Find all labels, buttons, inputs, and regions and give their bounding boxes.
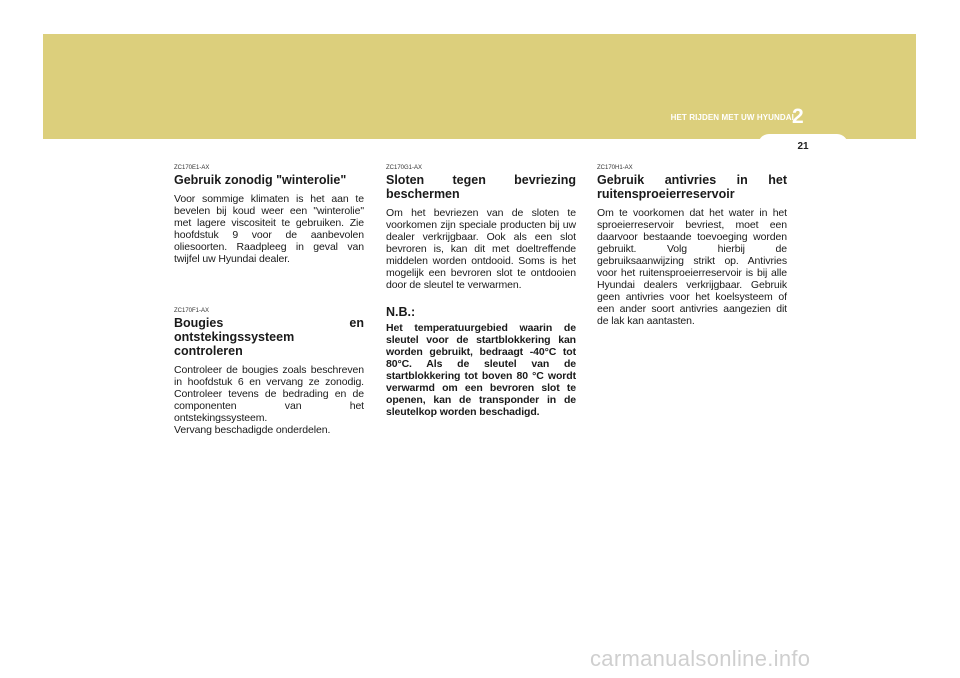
header-band xyxy=(43,34,916,139)
section-code: ZC170E1-AX xyxy=(174,165,210,171)
section-heading: Sloten tegen bevriezing beschermen xyxy=(386,173,576,201)
chapter-number: 2 xyxy=(792,105,804,128)
section-body: Controleer de bougies zoals beschreven in hoofdstuk 6 en vervang ze zonodig. Controleer tevens de bedrading en de componenten van het ontstekingssysteem. Vervang beschadigde onderdelen. xyxy=(174,364,364,436)
section-code: ZC170H1-AX xyxy=(597,165,633,171)
note-body: Het temperatuurgebied waarin de sleutel voor de startblokkering kan worden gebruikt, bedraagt -40°C tot 80°C. Als de sleutel van de startblokkering tot boven 80 °C wordt verwarmd om een bevroren slot te openen, kan de transponder in de sleutelkop worden beschadigd. xyxy=(386,322,576,418)
section-body: Om het bevriezen van de sloten te voorkomen zijn speciale producten bij uw dealer verkrijgbaar. Ook als een slot bevroren is, kan dit met doeltreffende middelen worden ontdooid. Soms is het mogelijk een bevroren slot te ontdooien door de sleutel te verwarmen. xyxy=(386,207,576,291)
section-code: ZC170G1-AX xyxy=(386,165,423,171)
column-right xyxy=(597,164,787,327)
page-number: 21 xyxy=(797,141,809,152)
section-body: Voor sommige klimaten is het aan te bevelen bij koud weer een "winterolie" met lagere viscositeit te gebruiken. Zie hoofdstuk 9 voor de aanbevolen oliesoorten. Raadpleeg in geval van twijfel uw Hyundai dealer. xyxy=(174,193,364,265)
section-body: Om te voorkomen dat het water in het sproeierreservoir bevriest, moet een daarvoor bestaande toevoeging worden gebruikt. Volg hierbij de gebruiksaanwijzing strikt op. Antivries voor het ruitensproeierreservoir is bij alle Hyundai dealers verkrijgbaar. Gebruik geen antivries voor het koelsysteem of een ander soort antivries aangezien dit de lak kan aantasten. xyxy=(597,207,787,327)
note-title: N.B.: xyxy=(386,305,416,319)
section-winter-oil xyxy=(174,164,364,265)
section-spark-plugs xyxy=(174,307,364,436)
section-heading: Gebruik antivries in het ruitensproeierreservoir xyxy=(597,173,787,201)
section-washer-antifreeze xyxy=(597,164,787,327)
watermark-text: carmanualsonline.info xyxy=(590,646,811,671)
section-label: HET RIJDEN MET UW HYUNDAI xyxy=(670,113,794,122)
section-code: ZC170F1-AX xyxy=(174,308,210,314)
section-heading: Bougies en ontstekingssysteem controleren xyxy=(174,316,364,358)
column-left xyxy=(174,164,364,436)
column-middle xyxy=(386,164,576,418)
section-lock-freeze xyxy=(386,164,576,418)
section-heading: Gebruik zonodig "winterolie" xyxy=(174,173,347,187)
